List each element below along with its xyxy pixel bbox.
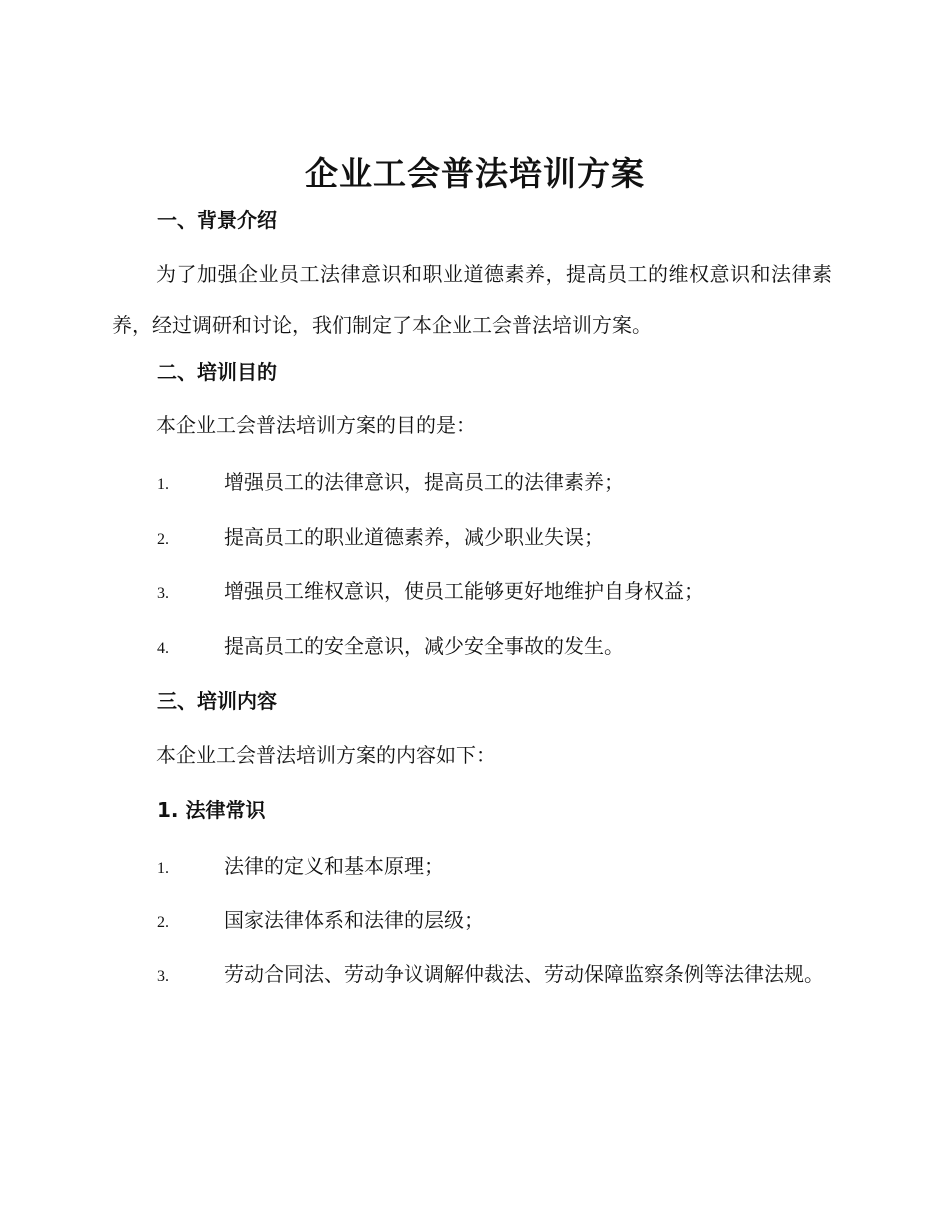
list-item-number: 4. [157,640,169,657]
list-item-text: 国家法律体系和法律的层级； [224,908,484,932]
list-item-number: 3. [157,968,169,985]
section-heading-purpose: 二、培训目的 [157,360,277,384]
list-item-text: 增强员工的法律意识，提高员工的法律素养； [224,470,624,494]
list-item [157,522,604,555]
list-item-text: 增强员工维权意识，使员工能够更好地维护自身权益； [224,579,704,603]
list-item [157,631,624,664]
list-item-text: 法律的定义和基本原理； [224,854,444,878]
list-item [157,467,624,500]
list-item [157,851,444,884]
list-item-number: 2. [157,531,169,548]
list-item-text: 提高员工的职业道德素养，减少职业失误； [224,525,604,549]
list-item-text: 提高员工的安全意识，减少安全事故的发生。 [224,634,624,658]
subheading-legal-basics: 1. 法律常识 [157,798,266,822]
list-item-number: 1. [157,476,169,493]
list-item [112,949,832,1002]
list-item-number: 2. [157,914,169,931]
section-heading-background: 一、背景介绍 [157,208,277,232]
document-title: 企业工会普法培训方案 [305,154,645,193]
list-item-number: 1. [157,860,169,877]
purpose-intro: 本企业工会普法培训方案的目的是： [156,413,476,437]
background-paragraph: 为了加强企业员工法律意识和职业道德素养，提高员工的维权意识和法律素养，经过调研和讨论，我们制定了本企业工会普法培训方案。 [112,262,832,337]
list-item [157,905,484,938]
list-item-text: 劳动合同法、劳动争议调解仲裁法、劳动保障监察条例等法律法规。 [224,962,824,986]
content-intro: 本企业工会普法培训方案的内容如下： [156,743,496,767]
list-item-number: 3. [157,585,169,602]
list-item [157,576,704,609]
section-heading-content: 三、培训内容 [157,689,277,713]
